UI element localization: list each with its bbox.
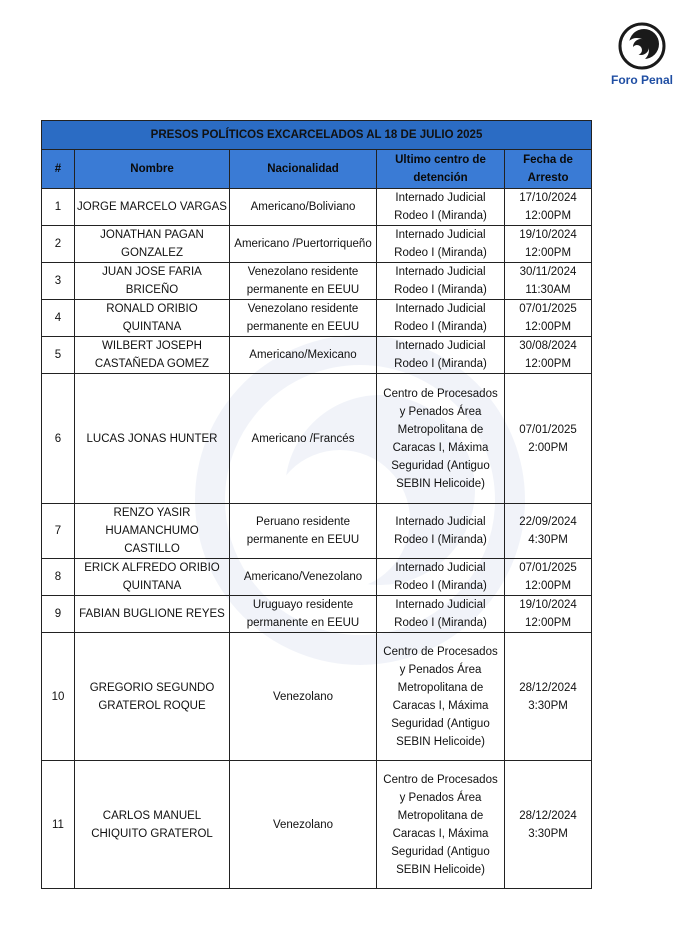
cell-fecha: 28/12/2024 3:30PM: [505, 633, 592, 761]
cell-num: 5: [42, 337, 75, 374]
political-prisoners-table: [41, 120, 592, 889]
cell-fecha: 07/01/2025 2:00PM: [505, 374, 592, 504]
cell-centro: Internado Judicial Rodeo I (Miranda): [377, 596, 505, 633]
cell-fecha: 07/01/2025 12:00PM: [505, 559, 592, 596]
cell-nombre: JORGE MARCELO VARGAS: [75, 189, 230, 226]
cell-centro: Internado Judicial Rodeo I (Miranda): [377, 189, 505, 226]
cell-nacionalidad: Venezolano: [230, 761, 377, 889]
table-title: PRESOS POLÍTICOS EXCARCELADOS AL 18 DE JULIO 2025: [42, 121, 592, 150]
cell-fecha: 19/10/2024 12:00PM: [505, 226, 592, 263]
cell-centro: Centro de Procesados y Penados Área Metropolitana de Caracas I, Máxima Seguridad (Antiguo SEBIN Helicoide): [377, 633, 505, 761]
table-row: [42, 337, 592, 374]
cell-nacionalidad: Venezolano residente permanente en EEUU: [230, 300, 377, 337]
table-row: [42, 263, 592, 300]
cell-centro: Internado Judicial Rodeo I (Miranda): [377, 504, 505, 559]
cell-fecha: 19/10/2024 12:00PM: [505, 596, 592, 633]
cell-centro: Centro de Procesados y Penados Área Metropolitana de Caracas I, Máxima Seguridad (Antiguo SEBIN Helicoide): [377, 374, 505, 504]
cell-nombre: RENZO YASIR HUAMANCHUMO CASTILLO: [75, 504, 230, 559]
cell-centro: Internado Judicial Rodeo I (Miranda): [377, 337, 505, 374]
cell-nacionalidad: Americano /Francés: [230, 374, 377, 504]
cell-nombre: CARLOS MANUEL CHIQUITO GRATEROL: [75, 761, 230, 889]
cell-num: 8: [42, 559, 75, 596]
cell-nombre: LUCAS JONAS HUNTER: [75, 374, 230, 504]
table-row: [42, 559, 592, 596]
cell-num: 11: [42, 761, 75, 889]
cell-fecha: 30/08/2024 12:00PM: [505, 337, 592, 374]
column-header-fecha: Fecha de Arresto: [505, 150, 592, 189]
cell-num: 3: [42, 263, 75, 300]
cell-nacionalidad: Uruguayo residente permanente en EEUU: [230, 596, 377, 633]
table-row: [42, 374, 592, 504]
cell-fecha: 22/09/2024 4:30PM: [505, 504, 592, 559]
table-row: [42, 189, 592, 226]
column-header-centro: Ultimo centro de detención: [377, 150, 505, 189]
table-row: [42, 504, 592, 559]
cell-nombre: GREGORIO SEGUNDO GRATEROL ROQUE: [75, 633, 230, 761]
cell-num: 6: [42, 374, 75, 504]
table-row: [42, 300, 592, 337]
cell-nombre: RONALD ORIBIO QUINTANA: [75, 300, 230, 337]
cell-nacionalidad: Venezolano: [230, 633, 377, 761]
column-header-nombre: Nombre: [75, 150, 230, 189]
column-header-num: #: [42, 150, 75, 189]
cell-nombre: ERICK ALFREDO ORIBIO QUINTANA: [75, 559, 230, 596]
column-header-nacionalidad: Nacionalidad: [230, 150, 377, 189]
cell-nacionalidad: Venezolano residente permanente en EEUU: [230, 263, 377, 300]
cell-num: 9: [42, 596, 75, 633]
cell-nacionalidad: Americano/Venezolano: [230, 559, 377, 596]
table-row: [42, 633, 592, 761]
cell-fecha: 30/11/2024 11:30AM: [505, 263, 592, 300]
cell-nacionalidad: Americano /Puertorriqueño: [230, 226, 377, 263]
cell-num: 2: [42, 226, 75, 263]
cell-centro: Internado Judicial Rodeo I (Miranda): [377, 263, 505, 300]
cell-nacionalidad: Americano/Mexicano: [230, 337, 377, 374]
cell-centro: Internado Judicial Rodeo I (Miranda): [377, 559, 505, 596]
foro-penal-emblem-icon: [618, 22, 666, 70]
cell-nombre: JUAN JOSE FARIA BRICEÑO: [75, 263, 230, 300]
cell-fecha: 07/01/2025 12:00PM: [505, 300, 592, 337]
cell-nombre: JONATHAN PAGAN GONZALEZ: [75, 226, 230, 263]
cell-centro: Internado Judicial Rodeo I (Miranda): [377, 226, 505, 263]
cell-centro: Centro de Procesados y Penados Área Metropolitana de Caracas I, Máxima Seguridad (Antiguo SEBIN Helicoide): [377, 761, 505, 889]
cell-nombre: WILBERT JOSEPH CASTAÑEDA GOMEZ: [75, 337, 230, 374]
table-row: [42, 226, 592, 263]
logo-text: Foro Penal: [610, 73, 673, 87]
cell-nombre: FABIAN BUGLIONE REYES: [75, 596, 230, 633]
cell-num: 4: [42, 300, 75, 337]
foro-penal-logo: [600, 22, 684, 87]
table-row: [42, 761, 592, 889]
cell-num: 10: [42, 633, 75, 761]
cell-fecha: 28/12/2024 3:30PM: [505, 761, 592, 889]
cell-fecha: 17/10/2024 12:00PM: [505, 189, 592, 226]
cell-num: 1: [42, 189, 75, 226]
cell-centro: Internado Judicial Rodeo I (Miranda): [377, 300, 505, 337]
cell-nacionalidad: Peruano residente permanente en EEUU: [230, 504, 377, 559]
cell-num: 7: [42, 504, 75, 559]
cell-nacionalidad: Americano/Boliviano: [230, 189, 377, 226]
table-row: [42, 596, 592, 633]
